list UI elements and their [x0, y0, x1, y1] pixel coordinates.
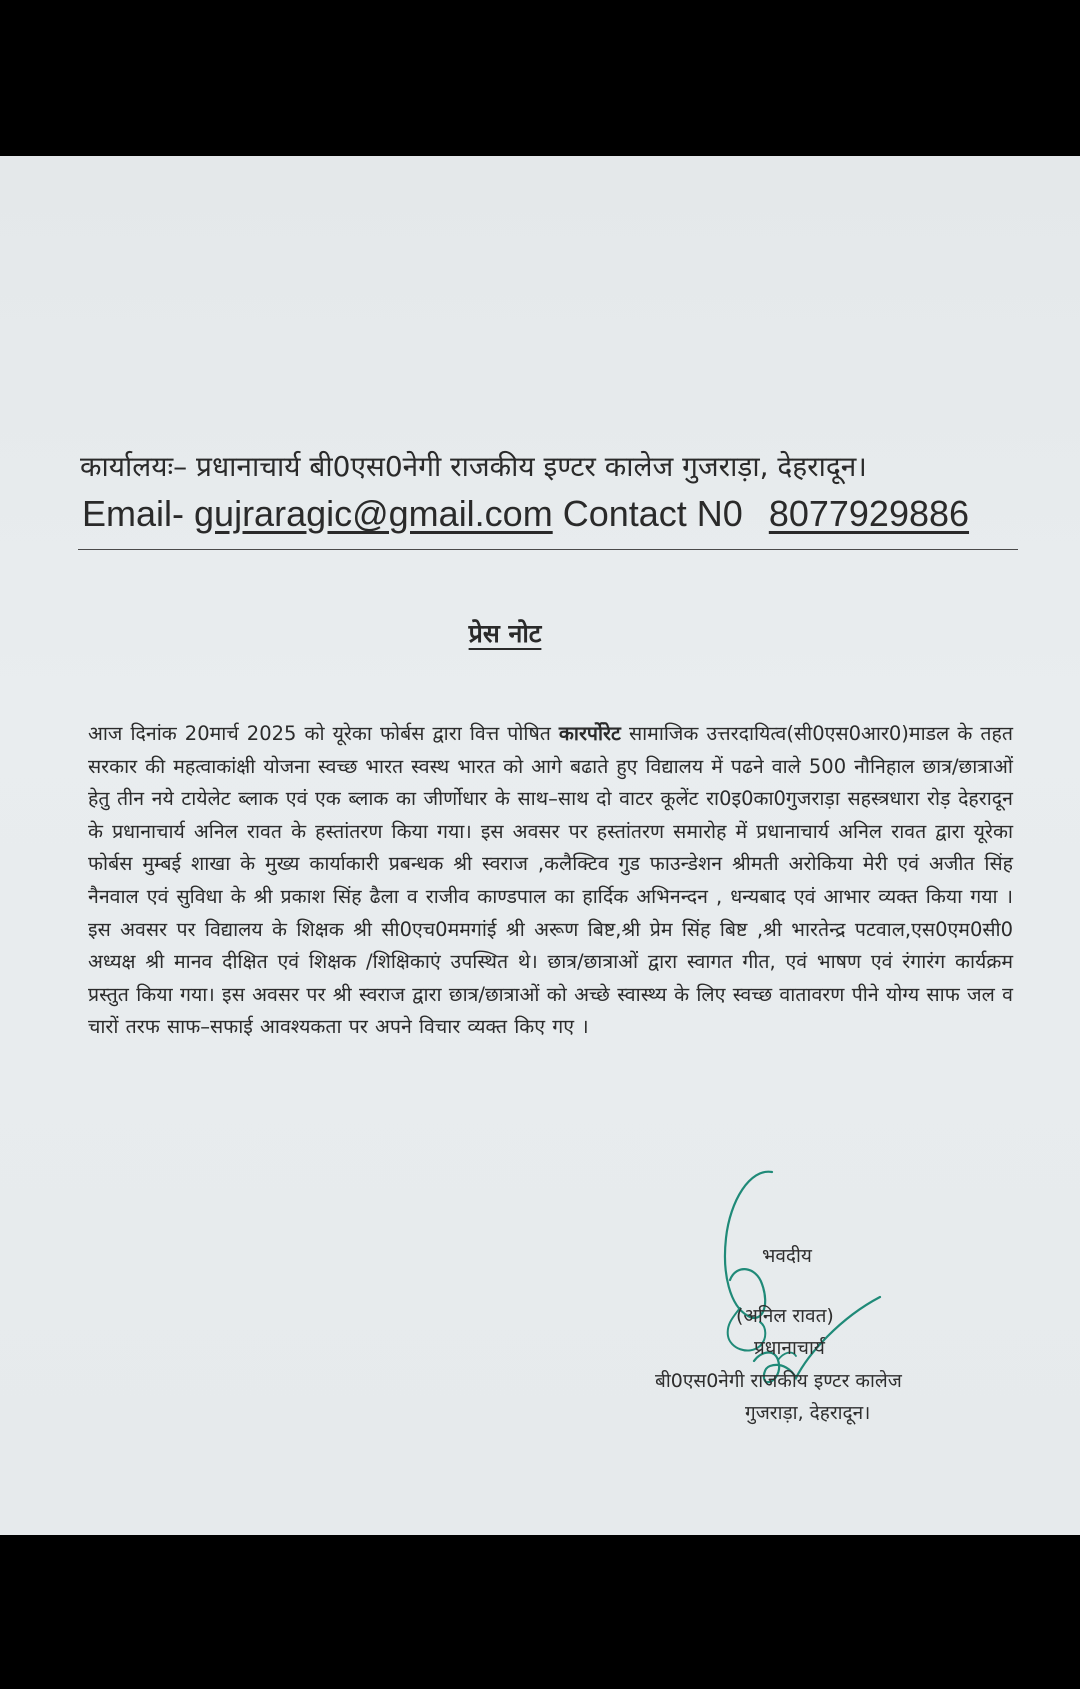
college-name: बी0एस0नेगी राजकीय इण्टर कालेज [655, 1370, 902, 1392]
signatory-designation: प्रधानाचार्य [754, 1337, 825, 1359]
title-text: प्रेस नोट [468, 619, 542, 648]
body-bold-word: कारर्पोरेट [558, 722, 621, 745]
office-heading: कार्यालयः– प्रधानाचार्य बी0एस0नेगी राजकीय इण्टर कालेज गुजराड़ा, देहरादून। [80, 450, 867, 483]
body-part-1: आज दिनांक 20मार्च 2025 को यूरेका फोर्बस द्वारा वित्त पोषित [88, 722, 551, 745]
email-label: Email- [82, 493, 185, 534]
contact-label: Contact N0 [562, 493, 743, 534]
signature-block [690, 156, 910, 1535]
contact-number[interactable]: 8077929886 [768, 493, 970, 534]
email-link[interactable]: gujraragic@gmail.com [194, 493, 553, 534]
handwritten-signature [690, 156, 910, 1535]
signatory-name: (अनिल रावत) [736, 1305, 834, 1327]
closing-text: भवदीय [762, 1245, 812, 1267]
college-place: गुजराड़ा, देहरादून। [745, 1402, 871, 1424]
body-part-2: सामाजिक उत्तरदायित्व(सी0एस0आर0)माडल के तहत सरकार की महत्वाकांक्षी योजना स्वच्छ भारत स्वस्थ भारत को आगे बढाते हुए विद्यालय में पढने वाले 500 नौनिहाल छात्र/छात्राओं हेतु तीन नये टायेलेट ब्लाक एवं एक ब्लाक का जीर्णोधार के साथ–साथ दो वाटर कूलेंट रा0इ0का0गुजराड़ा सहस्त्रधारा रोड़ देहरादून के प्रधानाचार्य अनिल रावत के हस्तांतरण किया गया। इस अवसर पर हस्तांतरण समारोह में प्रधानाचार्य अनिल रावत द्वारा यूरेका फोर्बस मुम्बई शाखा के मुख्य कार्याकारी प्रबन्धक श्री स्वराज ,कलैक्टिव गुड फाउन्डेशन श्रीमती अरोकिया मेरी एवं अजीत सिंह नैनवाल एवं सुविधा के श्री प्रकाश सिंह ढैला व राजीव काण्डपाल का हार्दिक अभिनन्दन , धन्यबाद एवं आभार व्यक्त किया गया । इस अवसर पर विद्यालय के शिक्षक श्री सी0एच0ममगांई श्री अरूण बिष्ट,श्री प्रेम सिंह बिष्ट ,श्री भारतेन्द्र पटवाल,एस0एम0सी0 अध्यक्ष श्री मानव दीक्षित एवं शिक्षक /शिक्षिकाएं उपस्थित थे। छात्र/छात्राओं द्वारा स्वागत गीत, एवं भाषण एवं रंगारंग कार्यक्रम प्रस्तुत किया गया। इस अवसर पर श्री स्वराज द्वारा छात्र/छात्राओं को अच्छे स्वास्थ्य के लिए स्वच्छ वातावरण पीने योग्य साफ जल व चारों तरफ साफ–सफाई आवश्यकता पर अपने विचार व्यक्त किए गए । [88, 722, 1013, 1039]
press-note-paper [0, 156, 1080, 1535]
